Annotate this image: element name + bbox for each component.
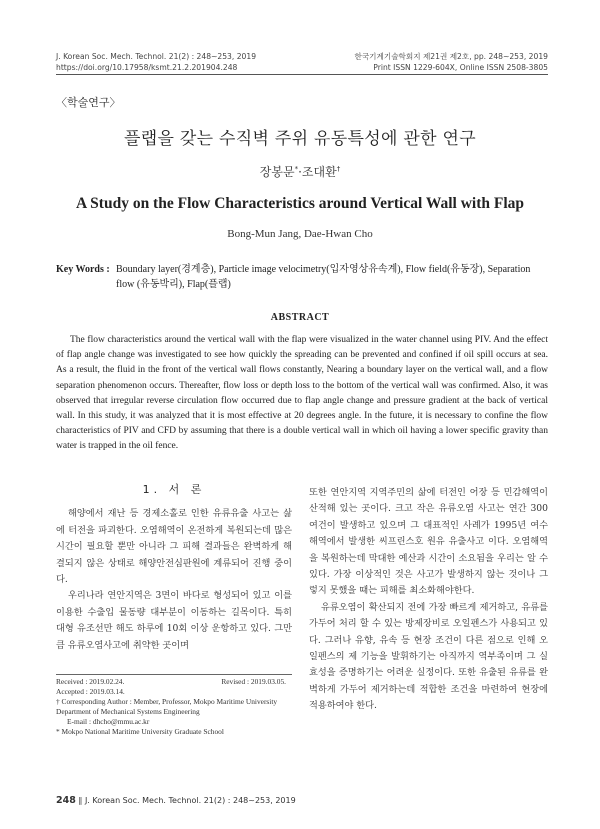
footer-citation: J. Korean Soc. Mech. Technol. 21(2) : 248~253, 2019 <box>84 796 296 805</box>
abstract-text: The flow characteristics around the vertical wall with the flap were visualized in the water channel using PIV. And the effect of flap angle change was investigated to see how quickly the spreading can be prevented and confined if oil spill occurs at sea. As a result, the fluid in the front of the vertical wall flows constantly, Nearing a boundary layer on the vertical wall, and a flow separation phenomenon occurs. Thereafter, flow loss or depth loss to the bottom of the vertical wall was confirmed. Also, it was observed that irregular reverse circulation flow occurred due to flap angle change and pressure gradient at the back of vertical wall. In this study, it was analyzed that it is most effective at 20 degrees angle. In the future, it is necessary to confine the flow characteristics of PIV and CFD by assuming that there is a double vertical wall in which oil having a lower specific gravity than water is trapped in the oil fence. <box>56 335 548 452</box>
journal-citation-ko: 한국기계기술학회지 제21권 제2호, pp. 248~253, 2019 <box>354 52 548 61</box>
keywords-label: Key Words : <box>56 264 110 275</box>
abstract-heading: ABSTRACT <box>270 312 330 323</box>
author-1-mark: * <box>294 165 299 173</box>
paragraph: 유류오염이 확산되지 전에 가장 빠르게 제거하고, 유류를 가두어 처리 할 수 있는 방제장비로 오일펜스가 사용되고 있다. 그러나 유향, 유속 등 현장 조건이 다른 점으로 인해 오일펜스의 제 기능을 발휘하기는 아직까지 역부족이며 그 실효성을 증명하기는 어려운 실정이다. 또한 유출된 유류를 완벽하게 가두어 제거하는데 적합한 조건을 마련하여 현장에 적용하여야 한다. <box>309 601 548 712</box>
body-left-column <box>56 482 292 654</box>
authors-korean <box>0 163 600 180</box>
header-right <box>355 51 548 73</box>
dates-row <box>56 677 296 687</box>
paragraph: 또한 연안지역 지역주민의 삶에 터전인 어장 등 민감해역이 산적해 있는 곳이다. 크고 작은 유류오염 사고는 연간 300여건이 발생하고 있으며 그 대표적인 사례가 1995년 여수해역에서 발생한 씨프린스호 원유 유출사고 이다. 오염해역을 복원하는데 막대한 예산과 시간이 소요됨을 우리는 알 수 있다. 가장 이상적인 것은 사고가 발생하지 않는 것이나 그렇지 못했을 때는 피해를 최소화해야한다. <box>309 487 548 597</box>
header-left <box>56 51 256 73</box>
article-category: 〈학술연구〉 <box>56 96 121 109</box>
header-divider <box>56 74 548 75</box>
section-heading: 1. 서 론 <box>142 483 206 496</box>
author-2-ko: 조대환 <box>301 165 337 179</box>
author-1-ko: 장봉문 <box>259 165 295 179</box>
footer-separator: ∥ <box>78 796 83 805</box>
keywords-block <box>56 262 548 292</box>
body-right-column <box>309 485 548 715</box>
author-separator: · <box>298 165 302 179</box>
corresponding-author: † Corresponding Author : Member, Professor, Mokpo Maritime University Department of Mechanical Systems Engineering <box>56 697 278 716</box>
footnote-divider <box>56 674 292 675</box>
issn-line: Print ISSN 1229-604X, Online ISSN 2508-3805 <box>373 63 548 72</box>
footnotes <box>56 677 296 737</box>
email[interactable]: E-mail : dhcho@mmu.ac.kr <box>67 717 150 726</box>
doi-link[interactable]: https://doi.org/10.17958/ksmt.21.2.201904.248 <box>56 63 238 72</box>
journal-citation: J. Korean Soc. Mech. Technol. 21(2) : 248~253, 2019 <box>56 52 257 61</box>
page-footer <box>56 795 296 806</box>
authors-english: Bong-Mun Jang, Dae-Hwan Cho <box>227 228 373 240</box>
title-korean: 플랩을 갖는 수직벽 주위 유동특성에 관한 연구 <box>124 129 476 149</box>
paragraph: 해양에서 재난 등 경제소홀로 인한 유류유출 사고는 삶에 터전을 파괴한다. 오염해역이 온전하게 복원되는데 많은 시간이 필요할 뿐만 아니라 그 피해 결과들은 완벽하게 해결되지 않은 상태로 해양안전심판원에 계류되어 진행 중이다. <box>56 508 292 586</box>
title-english: A Study on the Flow Characteristics around Vertical Wall with Flap <box>75 195 525 212</box>
revised-date: Revised : 2019.03.05. <box>221 677 286 686</box>
received-date: Received : 2019.02.24. <box>56 677 125 686</box>
keywords-text: Boundary layer(경계층), Particle image velocimetry(입자영상유속계), Flow field(유동장), Separation flow (유동박리), Flap(플랩) <box>116 264 531 290</box>
affiliation: * Mokpo National Maritime University Graduate School <box>56 727 224 736</box>
author-2-mark: † <box>336 165 341 173</box>
accepted-date: Accepted : 2019.03.14. <box>56 687 125 696</box>
page-number: 248 <box>56 795 76 806</box>
paragraph: 우리나라 연안지역은 3면이 바다로 형성되어 있고 이를 이용한 수출입 물동량 대부분이 이동하는 길목이다. 특히 대형 유조선만 해도 하루에 10회 이상 운항하고 있다. 그만큼 유류오염사고에 취약한 곳이며 <box>56 590 292 651</box>
